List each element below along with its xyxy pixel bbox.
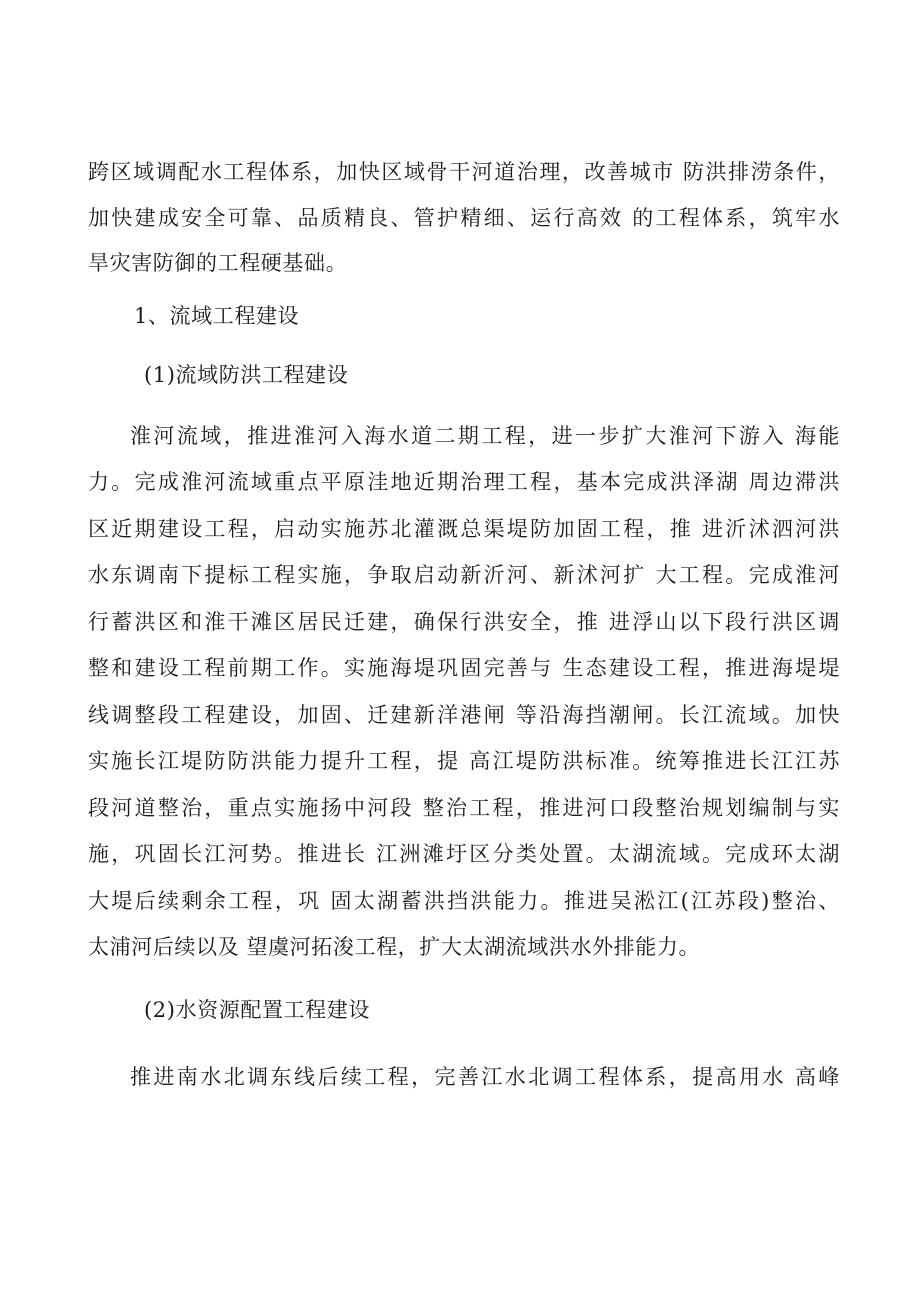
text-line: 行蓄洪区和淮干滩区居民迁建，确保行洪安全，推 进浮山以下段行洪区调 [88,609,840,634]
text-line: 实施长江堤防防洪能力提升工程，提 高江堤防洪标准。统筹推进长江江苏 [88,749,840,774]
text-line: 推进南水北调东线后续工程，完善江水北调工程体系，提高用水 高峰 [130,1064,840,1089]
text-line: 太浦河后续以及 望虞河拓浚工程，扩大太湖流域洪水外排能力。 [88,935,701,960]
text-line: 整和建设工程前期工作。实施海堤巩固完善与 生态建设工程，推进海堤堤 [88,656,840,681]
text-line: 力。完成淮河流域重点平原洼地近期治理工程，基本完成洪泽湖 周边滞洪 [88,470,840,495]
paragraph-intro [88,150,840,287]
paragraph-water-resources [88,1054,840,1101]
text-line: 旱灾害防御的工程硬基础。 [88,251,348,276]
section-heading: 1、流域工程建设 [134,303,300,328]
text-line: 施，巩固长江河势。推进长 江洲滩圩区分类处置。太湖流域。完成环太湖 [88,842,840,867]
paragraph-flood-control [88,413,840,971]
text-line: 淮河流域，推进淮河入海水道二期工程，进一步扩大淮河下游入 海能 [130,423,840,448]
text-line: 大堤后续剩余工程，巩 固太湖蓄洪挡洪能力。推进吴淞江(江苏段)整治、 [88,888,840,913]
text-line: 水东调南下提标工程实施，争取启动新沂河、新沭河扩 大工程。完成淮河 [88,563,840,588]
subsection-heading: (1)流域防洪工程建设 [144,362,349,387]
text-line: 区近期建设工程，启动实施苏北灌溉总渠堤防加固工程，推 进沂沭泗河洪 [88,516,840,541]
subsection-heading: (2)水资源配置工程建设 [144,997,370,1022]
text-line: 加快建成安全可靠、品质精良、管护精细、运行高效 的工程体系，筑牢水 [88,205,840,230]
text-line: 线调整段工程建设，加固、迁建新洋港闸 等沿海挡潮闸。长江流域。加快 [88,702,840,727]
text-line: 跨区域调配水工程体系，加快区域骨干河道治理，改善城市 防洪排涝条件， [88,160,840,184]
document-page [88,150,840,1100]
text-line: 段河道整治，重点实施扬中河段 整治工程，推进河口段整治规划编制与实 [88,795,840,820]
